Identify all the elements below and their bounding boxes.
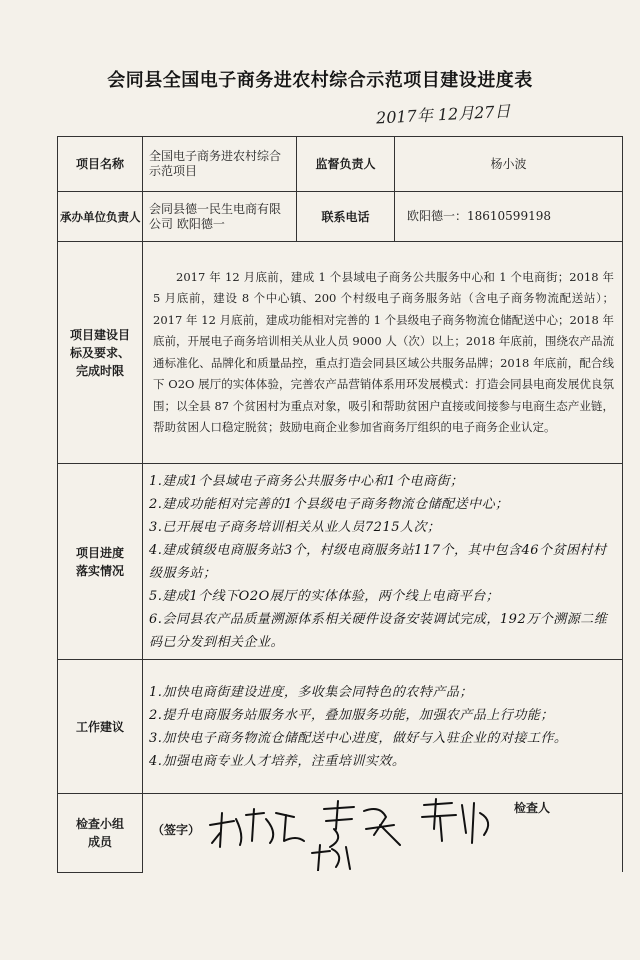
goals-text: 2017 年 12 月底前，建成 1 个县域电子商务公共服务中心和 1 个电商街；2018 年 5 月底前，建设 8 个中心镇、200 个村级电子商务服务站（含电子商务物流配送站）；2017 年 12 月底前，建成功能相对完善的 1 个县级电子商务物流仓储配送中心；2018 年底前，开展电子商务培训相关从业人员 9000 人（次）以上；2018 年底前，围绕农产品流通标准化、品牌化和质量品控，重点打造会同县区域公共服务品牌；2018 年底前，配合线下 O2O 展厅的实体体验，完善农产品营销体系用环发展模式：打造会同县电商发展优良氛围；以全县 87 个贫困村为重点对象，吸引和帮助贫困户直接或间接参与电商生态产业链，帮助贫困人口稳定脱贫；鼓励电商企业参加省商务厅组织的电子商务企业认定。 — [143, 242, 623, 464]
signature-1 — [210, 809, 304, 847]
contractor-value: 会同县德一民生电商有限公司 欧阳德一 — [143, 192, 297, 242]
supervisor-label: 监督负责人 — [297, 137, 395, 192]
progress-item: 4.建成镇级电商服务站3个，村级电商服务站117个，其中包含46个贫困村村级服务站； — [149, 542, 607, 581]
handwritten-date: 2017年 12月27日 — [375, 101, 511, 128]
signature-2 — [324, 801, 400, 847]
progress-item: 6.会同县农产品质量溯源体系相关硬件设备安装调试完成，192万个溯源二维码已分发到相关企业。 — [149, 611, 608, 650]
inspection-label: 检查小组成员 — [58, 794, 143, 873]
progress-list — [143, 464, 623, 660]
progress-table — [57, 136, 623, 873]
row-contractor — [58, 192, 623, 242]
row-project-name — [58, 137, 623, 192]
phone-label: 联系电话 — [297, 192, 395, 242]
sign-label: （签字） — [152, 823, 201, 837]
row-suggestions — [58, 660, 623, 794]
supervisor-value: 杨小波 — [395, 137, 623, 192]
suggestion-item: 1.加快电商街建设进度，多收集会同特色的农特产品； — [149, 684, 473, 700]
inspector-label: 检查人 — [514, 801, 551, 815]
progress-item: 2.建成功能相对完善的1个县级电子商务物流仓储配送中心； — [149, 496, 509, 512]
signature-4 — [312, 845, 350, 871]
progress-item: 3.已开展电子商务培训相关从业人员7215人次； — [149, 519, 441, 535]
project-name-value: 全国电子商务进农村综合示范项目 — [143, 137, 297, 192]
signature-3 — [422, 799, 488, 843]
suggestion-item: 3.加快电子商务物流仓储配送中心进度，做好与入驻企业的对接工作。 — [149, 730, 568, 746]
row-progress — [58, 464, 623, 660]
inspection-cell — [143, 794, 623, 873]
progress-item: 1.建成1个县域电子商务公共服务中心和1个电商街； — [149, 473, 464, 489]
signatures — [204, 795, 534, 871]
suggestion-item: 4.加强电商专业人才培养，注重培训实效。 — [149, 753, 406, 769]
document-title: 会同县全国电子商务进农村综合示范项目建设进度表 — [107, 70, 533, 91]
suggestions-list — [143, 660, 623, 794]
phone-value: 欧阳德一：18610599198 — [395, 192, 623, 242]
goals-label: 项目建设目标及要求、完成时限 — [58, 242, 143, 464]
project-name-label: 项目名称 — [58, 137, 143, 192]
row-inspection — [58, 794, 623, 873]
contractor-label: 承办单位负责人 — [58, 192, 143, 242]
suggestions-label: 工作建议 — [58, 660, 143, 794]
row-goals — [58, 242, 623, 464]
progress-item: 5.建成1个线下O2O展厅的实体体验，两个线上电商平台； — [149, 588, 500, 604]
progress-label: 项目进度落实情况 — [58, 464, 143, 660]
suggestion-item: 2.提升电商服务站服务水平，叠加服务功能，加强农产品上行功能； — [149, 707, 554, 723]
